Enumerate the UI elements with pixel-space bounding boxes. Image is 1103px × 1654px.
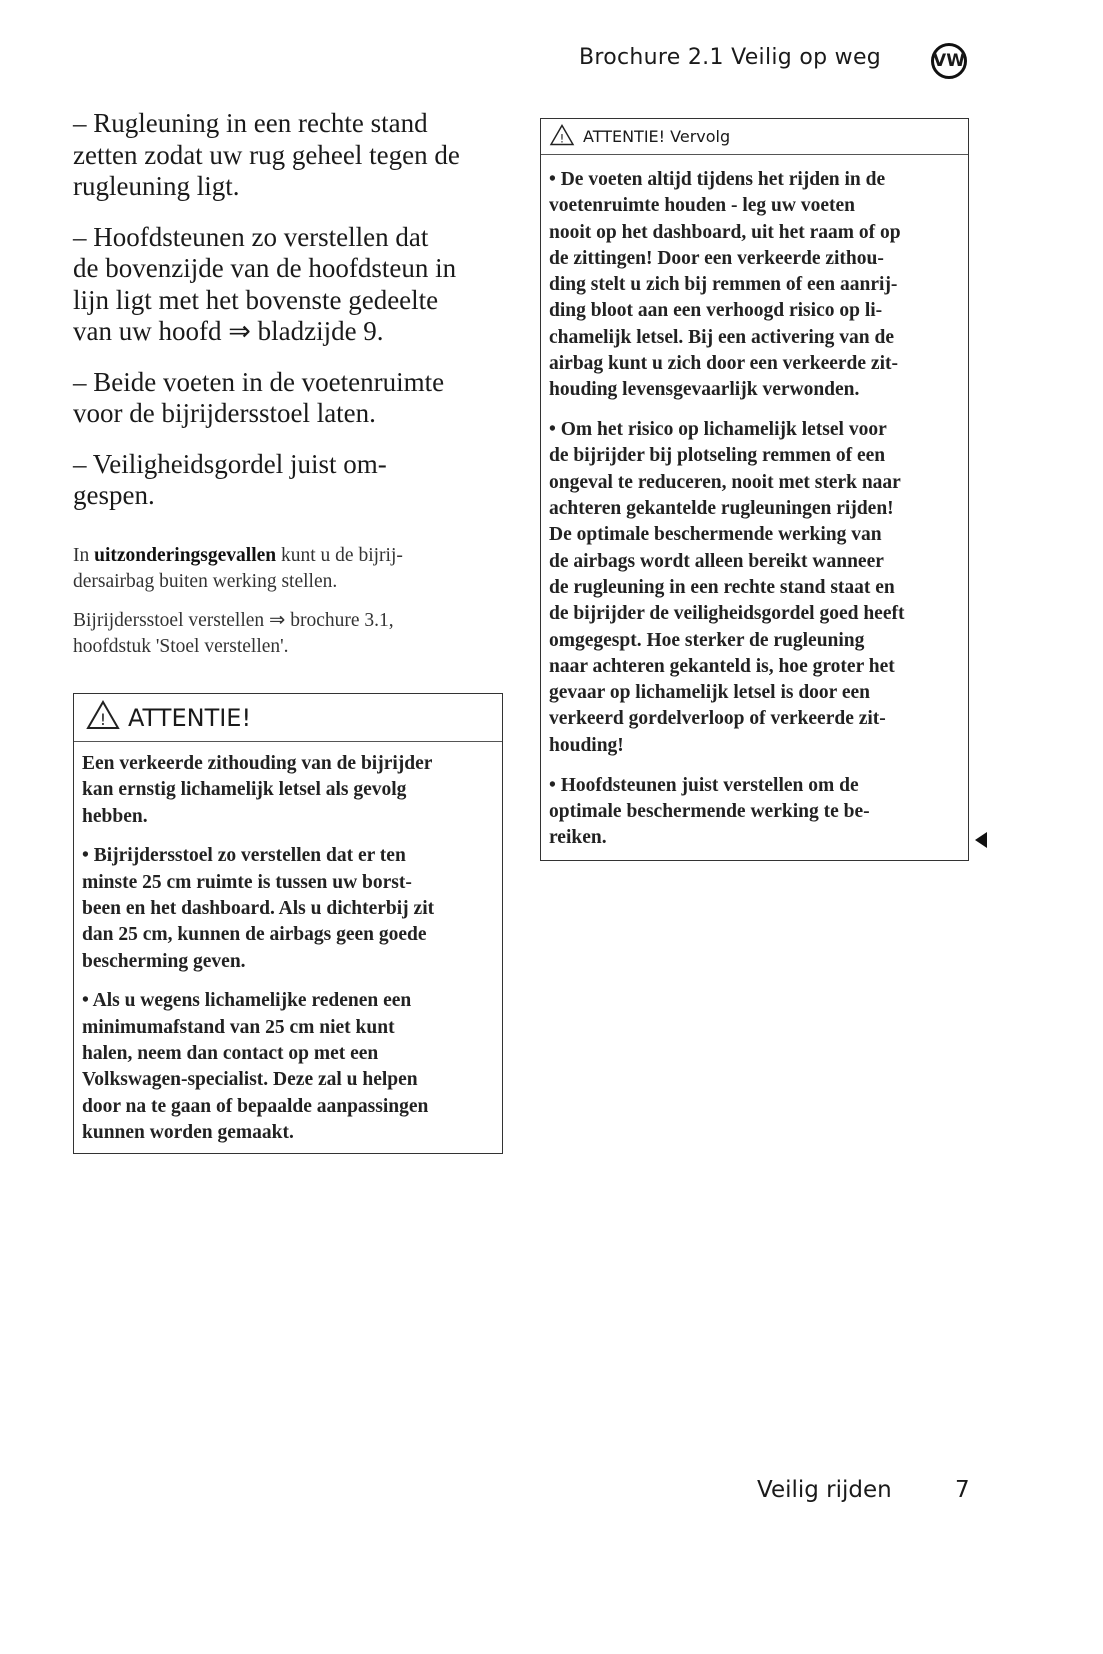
text-line: nooit op het dashboard, uit het raam of op xyxy=(549,221,901,243)
paragraph xyxy=(82,988,502,1146)
paragraph xyxy=(73,367,460,430)
paragraph xyxy=(73,449,460,512)
warning-title: ATTENTIE! xyxy=(128,703,252,732)
warning-body xyxy=(541,155,968,851)
instruction-list xyxy=(73,108,460,531)
paragraph xyxy=(549,773,968,852)
warning-body xyxy=(74,742,502,1146)
running-header: Brochure 2.1 Veilig op weg xyxy=(579,45,882,70)
text-line: zetten zodat uw rug geheel tegen de xyxy=(73,139,460,170)
text-line: ding stelt u zich bij remmen of een aanrij- xyxy=(549,274,898,296)
text-line: naar achteren gekanteld is, hoe groter het xyxy=(549,655,895,677)
text-line: optimale beschermende werking te be- xyxy=(549,800,870,822)
svg-text:!: ! xyxy=(559,130,565,145)
text-line: • Als u wegens lichamelijke redenen een xyxy=(82,990,412,1012)
note-post: kunt u de bijrij- xyxy=(276,545,403,566)
text-line: reiken. xyxy=(549,827,607,849)
text-line: ongeval te reduceren, nooit met sterk naar xyxy=(549,471,901,493)
note-ref: Bijrijdersstoel verstellen ⇒ brochure 3.1, xyxy=(73,610,394,631)
text-line: – Hoofdsteunen zo verstellen dat xyxy=(73,221,429,252)
text-line: halen, neem dan contact op met een xyxy=(82,1042,379,1064)
text-line: kunnen worden gemaakt. xyxy=(82,1121,294,1143)
text-line: lijn ligt met het bovenste gedeelte xyxy=(73,284,439,315)
text-line: houding! xyxy=(549,734,624,756)
paragraph xyxy=(549,417,968,759)
text-line: ding bloot aan een verhoogd risico op li- xyxy=(549,300,883,322)
warning-triangle-icon xyxy=(86,700,120,736)
text-line: de bovenzijde van de hoofdsteun in xyxy=(73,253,457,283)
text-line: dan 25 cm, kunnen de airbags geen goede xyxy=(82,924,427,946)
text-line: de bijrijder de veiligheidsgordel goed heeft xyxy=(549,603,905,625)
paragraph xyxy=(82,843,502,974)
text-line: houding levensgevaarlijk verwonden. xyxy=(549,379,860,401)
warning-header xyxy=(74,694,502,742)
note-bold: uitzonderingsgevallen xyxy=(94,545,277,566)
note-pre: In xyxy=(73,545,95,566)
text-line: gevaar op lichamelijk letsel is door een xyxy=(549,682,870,704)
text-line: • Bijrijdersstoel zo verstellen dat er ten xyxy=(82,845,406,867)
text-line: chamelijk letsel. Bij een activering van de xyxy=(549,326,894,348)
text-line: rugleuning ligt. xyxy=(73,171,240,201)
text-line: • Hoofdsteunen juist verstellen om de xyxy=(549,774,859,796)
paragraph xyxy=(73,222,460,348)
text-line: van uw hoofd ⇒ bladzijde 9. xyxy=(73,316,384,346)
text-line: voetenruimte houden - leg uw voeten xyxy=(549,195,856,217)
warning-title: ATTENTIE! Vervolg xyxy=(583,127,731,146)
text-line: bescherming geven. xyxy=(82,950,246,972)
text-line: – Veiligheidsgordel juist om- xyxy=(73,448,387,479)
warning-box-left xyxy=(73,693,503,1154)
text-line: • De voeten altijd tijdens het rijden in de xyxy=(549,169,886,190)
vw-logo-icon: VW xyxy=(931,43,967,79)
text-line: voor de bijrijdersstoel laten. xyxy=(73,398,376,428)
text-line: minimumafstand van 25 cm niet kunt xyxy=(82,1016,395,1038)
text-line: minste 25 cm ruimte is tussen uw borst- xyxy=(82,871,412,893)
text-line: • Om het risico op lichamelijk letsel voor xyxy=(549,419,887,441)
text-line: Volkswagen-specialist. Deze zal u helpen xyxy=(82,1069,418,1091)
text-line: de zittingen! Door een verkeerde zithou- xyxy=(549,247,884,269)
text-line: gespen. xyxy=(73,480,155,510)
paragraph xyxy=(82,751,502,830)
note-text xyxy=(73,543,403,673)
text-line: de rugleuning in een rechte stand staat en xyxy=(549,576,895,598)
text-line: Een verkeerde zithouding van de bijrijder xyxy=(82,753,433,774)
text-line: door na te gaan of bepaalde aanpassingen xyxy=(82,1095,429,1117)
note-ref: hoofdstuk 'Stoel verstellen'. xyxy=(73,636,289,657)
warning-triangle-icon xyxy=(549,124,575,150)
warning-box-right xyxy=(540,118,969,861)
text-line: – Rugleuning in een rechte stand xyxy=(73,108,428,138)
text-line: de airbags wordt alleen bereikt wanneer xyxy=(549,550,884,572)
text-line: omgegespt. Hoe sterker de rugleuning xyxy=(549,629,865,651)
text-line: kan ernstig lichamelijk letsel als gevolg xyxy=(82,779,407,801)
text-line: hebben. xyxy=(82,805,148,827)
text-line: achteren gekantelde rugleuningen rijden! xyxy=(549,498,894,520)
text-line: De optimale beschermende werking van xyxy=(549,524,882,546)
footer-section: Veilig rijden xyxy=(757,1477,892,1503)
paragraph xyxy=(549,167,968,404)
page-number: 7 xyxy=(955,1477,970,1503)
warning-header xyxy=(541,119,968,155)
text-line: verkeerd gordelverloop of verkeerde zit- xyxy=(549,708,886,730)
paragraph xyxy=(73,108,460,203)
text-line: – Beide voeten in de voetenruimte xyxy=(73,366,445,397)
text-line: been en het dashboard. Als u dichterbij zit xyxy=(82,897,435,919)
svg-text:!: ! xyxy=(99,709,107,729)
note-line: dersairbag buiten werking stellen. xyxy=(73,571,338,592)
text-line: airbag kunt u zich door een verkeerde zit- xyxy=(549,353,898,375)
text-line: de bijrijder bij plotseling remmen of een xyxy=(549,445,886,467)
end-marker-icon xyxy=(975,832,987,848)
